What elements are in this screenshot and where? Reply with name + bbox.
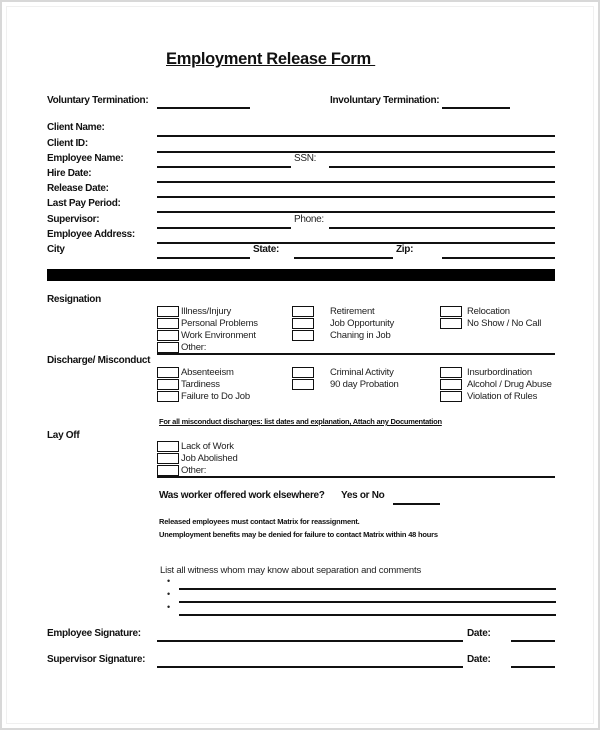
option-personal-problems: Personal Problems [181,318,258,329]
checkbox-lack-of-work[interactable] [157,441,179,452]
employee-name-label: Employee Name: [47,153,124,164]
hire-date-label: Hire Date: [47,168,92,179]
witness-entry-1[interactable] [179,578,556,590]
resignation-heading: Resignation [47,294,101,305]
client-id-label: Client ID: [47,138,88,149]
zip-field[interactable] [442,247,555,259]
supervisor-signature-field[interactable] [157,656,463,668]
checkbox-relocation[interactable] [440,306,462,317]
phone-label: Phone: [294,214,324,225]
last-pay-period-label: Last Pay Period: [47,198,121,209]
release-date-label: Release Date: [47,183,109,194]
checkbox-alcohol-drug-abuse[interactable] [440,379,462,390]
checkbox-resignation-other[interactable] [157,342,179,353]
witness-bullet-2: • [167,589,171,599]
checkbox-retirement[interactable] [292,306,314,317]
option-job-opportunity: Job Opportunity [330,318,395,329]
layoff-other-line[interactable] [157,476,555,478]
checkbox-illness-injury[interactable] [157,306,179,317]
supervisor-date-field[interactable] [511,656,555,668]
witness-prompt: List all witness whom may know about separation and comments [160,565,421,576]
option-absenteeism: Absenteeism [181,367,234,378]
option-tardiness: Tardiness [181,379,220,390]
supervisor-date-label: Date: [467,654,491,665]
option-insubordination: Insurbordination [467,367,532,378]
state-field[interactable] [294,247,393,259]
client-name-label: Client Name: [47,122,105,133]
checkbox-criminal-activity[interactable] [292,367,314,378]
employee-date-field[interactable] [511,630,555,642]
page-title: Employment Release Form [166,50,376,68]
zip-label: Zip: [396,244,414,255]
involuntary-termination-field[interactable] [442,97,510,109]
checkbox-no-show-no-call[interactable] [440,318,462,329]
option-illness-injury: Illness/Injury [181,306,231,317]
notice-reassignment: Released employees must contact Matrix for reassignment. [159,517,360,526]
employee-date-label: Date: [467,628,491,639]
voluntary-termination-label: Voluntary Termination: [47,95,149,106]
checkbox-changing-in-job[interactable] [292,330,314,341]
city-label: City [47,244,65,255]
voluntary-termination-field[interactable] [157,97,250,109]
phone-field[interactable] [329,217,555,229]
hire-date-field[interactable] [157,171,555,183]
notice-unemployment: Unemployment benefits may be denied for failure to contact Matrix within 48 hours [159,530,438,539]
release-date-field[interactable] [157,186,555,198]
city-field[interactable] [157,247,250,259]
checkbox-insubordination[interactable] [440,367,462,378]
employee-name-field[interactable] [157,156,291,168]
supervisor-field[interactable] [157,217,291,229]
employee-address-label: Employee Address: [47,229,135,240]
client-name-field[interactable] [157,125,555,137]
option-resignation-other: Other: [181,342,207,353]
resignation-other-line[interactable] [157,353,555,355]
option-retirement: Retirement [330,306,375,317]
checkbox-failure-to-do-job[interactable] [157,391,179,402]
option-failure-to-do-job: Failure to Do Job [181,391,250,402]
state-label: State: [253,244,279,255]
ssn-field[interactable] [329,156,555,168]
client-id-field[interactable] [157,141,555,153]
witness-entry-3[interactable] [179,604,556,616]
option-work-environment: Work Environment [181,330,256,341]
option-lack-of-work: Lack of Work [181,441,234,452]
employee-signature-field[interactable] [157,630,463,642]
option-changing-in-job: Chaning in Job [330,330,391,341]
witness-bullet-1: • [167,576,171,586]
option-no-show-no-call: No Show / No Call [467,318,542,329]
checkbox-absenteeism[interactable] [157,367,179,378]
involuntary-termination-label: Involuntary Termination: [330,95,440,106]
option-alcohol-drug-abuse: Alcohol / Drug Abuse [467,379,552,390]
supervisor-signature-label: Supervisor Signature: [47,654,146,665]
checkbox-tardiness[interactable] [157,379,179,390]
employee-address-field[interactable] [157,232,555,244]
ssn-label: SSN: [294,153,317,164]
supervisor-label: Supervisor: [47,214,100,225]
yes-or-no-label: Yes or No [341,490,385,501]
witness-entry-2[interactable] [179,591,556,603]
checkbox-violation-of-rules[interactable] [440,391,462,402]
checkbox-personal-problems[interactable] [157,318,179,329]
option-criminal-activity: Criminal Activity [330,367,394,378]
discharge-heading: Discharge/ Misconduct [47,355,151,366]
section-divider-bar [47,269,555,281]
employee-signature-label: Employee Signature: [47,628,141,639]
option-90-day-probation: 90 day Probation [330,379,399,390]
misconduct-note: For all misconduct discharges: list dates and explanation, Attach any Documentation [159,417,442,426]
layoff-heading: Lay Off [47,430,80,441]
checkbox-job-opportunity[interactable] [292,318,314,329]
option-layoff-other: Other: [181,465,207,476]
checkbox-job-abolished[interactable] [157,453,179,464]
last-pay-period-field[interactable] [157,201,555,213]
checkbox-90-day-probation[interactable] [292,379,314,390]
yes-or-no-field[interactable] [393,493,440,505]
option-relocation: Relocation [467,306,510,317]
witness-bullet-3: • [167,602,171,612]
option-violation-of-rules: Violation of Rules [467,391,538,402]
offered-work-question: Was worker offered work elsewhere? [159,490,325,501]
checkbox-work-environment[interactable] [157,330,179,341]
checkbox-layoff-other[interactable] [157,465,179,476]
option-job-abolished: Job Abolished [181,453,238,464]
